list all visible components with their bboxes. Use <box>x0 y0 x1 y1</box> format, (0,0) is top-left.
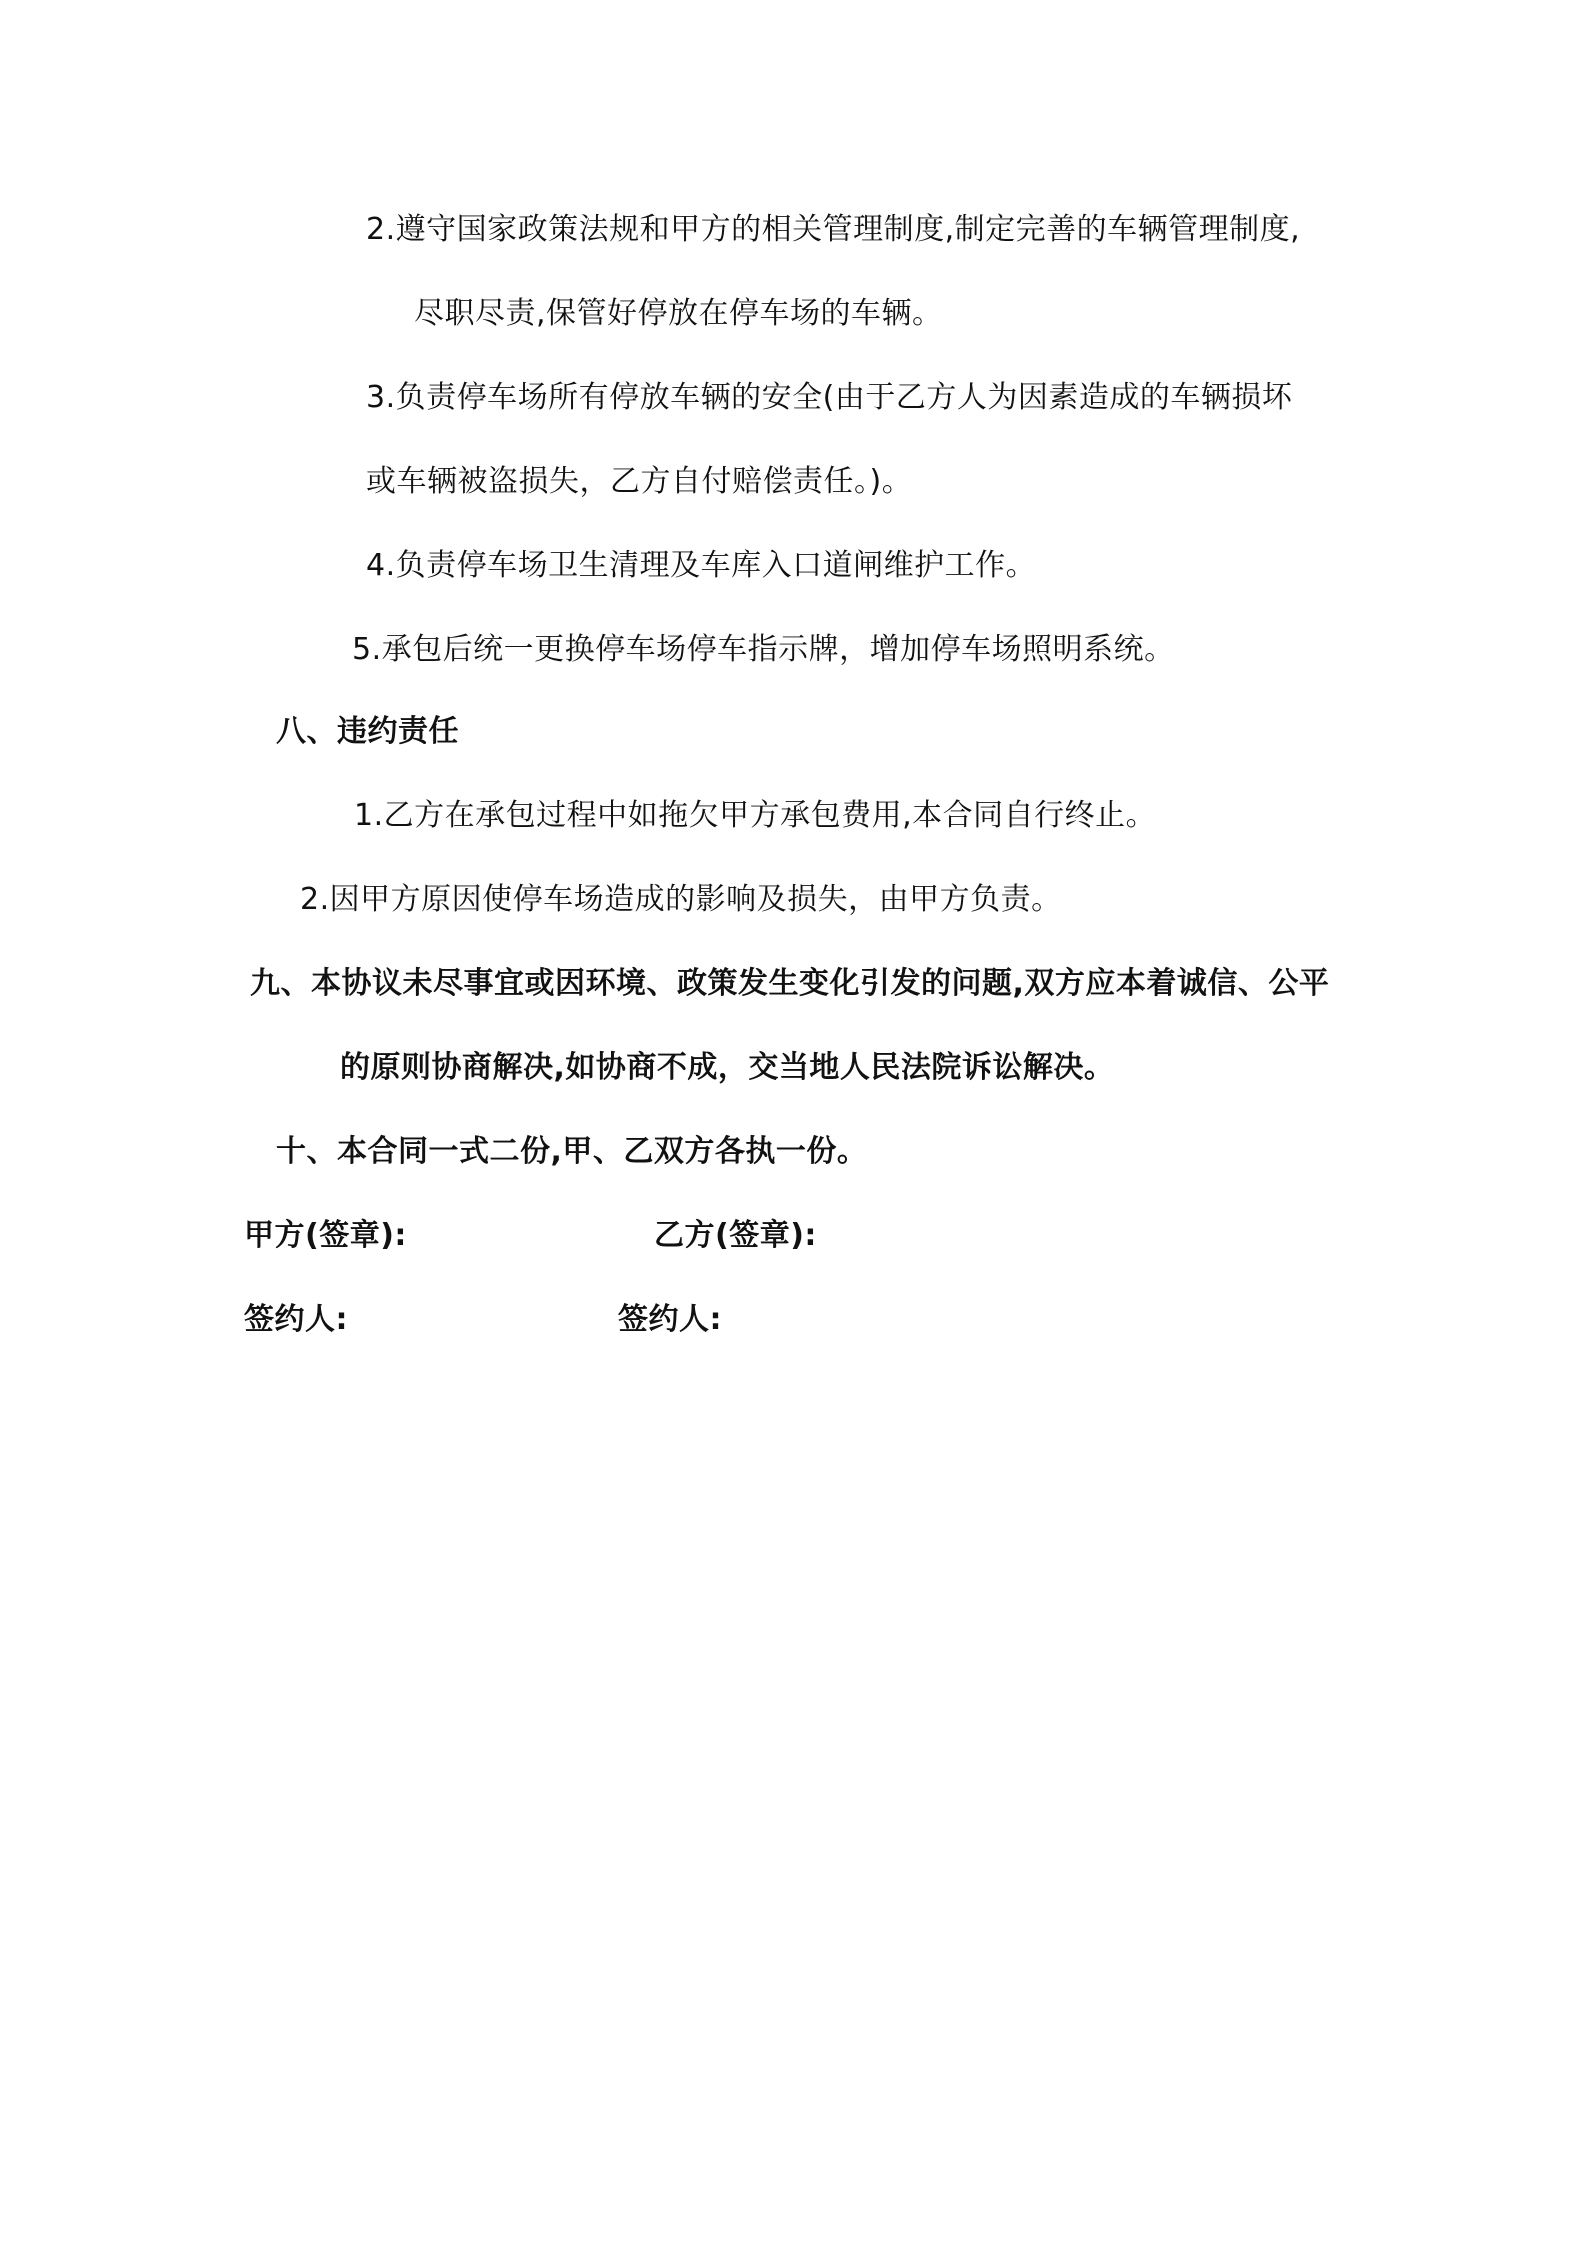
section-10: 十、本合同一式二份,甲、乙双方各执一份。 <box>276 1134 868 1169</box>
section-8-heading: 八、违约责任 <box>276 714 459 749</box>
duty-item-2: 2.遵守国家政策法规和甲方的相关管理制度,制定完善的车辆管理制度, <box>366 212 1301 247</box>
section-8-item-2: 2.因甲方原因使停车场造成的影响及损失，由甲方负责。 <box>300 882 1062 917</box>
party-b-signer-label: 签约人: <box>618 1302 722 1337</box>
section-9-line-1: 九、本协议未尽事宜或因环境、政策发生变化引发的问题,双方应本着诚信、公平 <box>250 966 1330 1001</box>
duty-item-3-continuation: 或车辆被盗损失，乙方自付赔偿责任。)。 <box>366 464 913 499</box>
section-8-item-1: 1.乙方在承包过程中如拖欠甲方承包费用,本合同自行终止。 <box>354 798 1157 833</box>
duty-item-3: 3.负责停车场所有停放车辆的安全(由于乙方人为因素造成的车辆损坏 <box>366 380 1293 415</box>
section-9-line-2: 的原则协商解决,如协商不成，交当地人民法院诉讼解决。 <box>340 1050 1115 1085</box>
duty-item-2-continuation: 尽职尽责,保管好停放在停车场的车辆。 <box>414 296 943 331</box>
duty-item-5: 5.承包后统一更换停车场停车指示牌，增加停车场照明系统。 <box>352 632 1175 667</box>
duty-item-4: 4.负责停车场卫生清理及车库入口道闸维护工作。 <box>366 548 1037 583</box>
party-b-seal-label: 乙方(签章): <box>654 1218 817 1253</box>
party-a-seal-label: 甲方(签章): <box>244 1218 407 1253</box>
party-a-signer-label: 签约人: <box>244 1302 348 1337</box>
